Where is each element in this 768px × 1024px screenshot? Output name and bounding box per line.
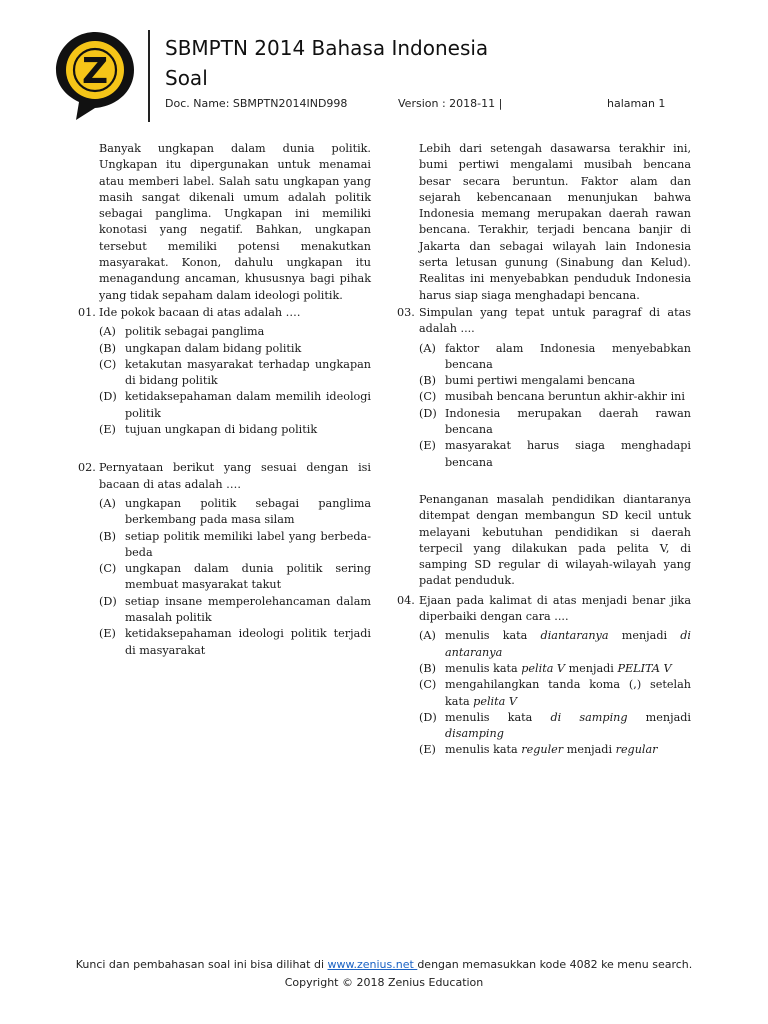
option-d[interactable]: [419, 710, 691, 743]
option-text: [445, 742, 691, 758]
doc-version: Version : 2018-11 |: [398, 97, 503, 110]
option-label: (B): [419, 374, 436, 388]
option-text-italic: pelita V: [473, 694, 517, 708]
copyright: Copyright © 2018 Zenius Education: [284, 976, 484, 989]
option-text: Indonesia merupakan daerah rawan bencana: [445, 406, 691, 437]
option-text: masyarakat harus siaga menghadapi bencana: [445, 439, 691, 469]
option-text: musibah bencana beruntun akhir-akhir ini: [445, 390, 685, 404]
option-e[interactable]: [419, 438, 691, 471]
footer-text-post: dengan memasukkan kode 4082 ke menu search.: [417, 958, 693, 971]
option-a[interactable]: [99, 496, 371, 529]
option-text: [445, 661, 691, 677]
option-b[interactable]: [99, 529, 371, 562]
option-a[interactable]: [419, 628, 691, 661]
question-03-options: [419, 341, 691, 471]
option-label: (D): [419, 406, 437, 420]
right-column: [397, 141, 691, 759]
question-number: 04.: [397, 593, 415, 607]
passage-2: Lebih dari setengah dasawarsa terakhir ini, bumi pertiwi mengalami musibah bencana besar secara beruntun. Faktor alam dan sejarah kebencanaan menunjukan bahwa Indonesia memang merupakan daerah rawan bencana. Terakhir, terjadi bencana banjir di Jakarta dan sebagai wilayah lain Indonesia serta letusan gunung (Sinabung dan Kelud). Realitas ini menyebabkan penduduk Indonesia harus siap siaga menghadapi bencana.: [419, 142, 691, 302]
question-02: [78, 460, 371, 493]
option-text: ungkapan politik sebagai panglima berkembang pada masa silam: [125, 496, 371, 527]
page-title: [165, 33, 595, 93]
option-label: (B): [99, 529, 116, 543]
option-d[interactable]: [99, 389, 371, 422]
option-text-italic: di antaranya: [445, 629, 691, 659]
option-text: ungkapan dalam dunia politik sering membuat masyarakat takut: [125, 562, 371, 592]
option-text-plain: menjadi: [565, 661, 618, 675]
option-a[interactable]: [99, 324, 371, 340]
zenius-logo: [54, 30, 136, 122]
question-number: 02.: [78, 461, 96, 475]
option-text: [445, 677, 691, 710]
option-d[interactable]: [419, 406, 691, 439]
option-a[interactable]: [419, 341, 691, 374]
option-c[interactable]: [99, 357, 371, 390]
header-divider: [148, 30, 150, 122]
option-label: (E): [99, 627, 116, 641]
option-label: (A): [419, 629, 436, 643]
question-04-options: [419, 628, 691, 758]
question-number: 01.: [78, 305, 96, 319]
zenius-link[interactable]: www.zenius.net: [327, 958, 418, 971]
option-c[interactable]: [419, 677, 691, 710]
option-text-plain: menulis kata: [445, 743, 522, 757]
title-line-2: Soal: [165, 66, 208, 90]
option-label: (D): [99, 594, 117, 608]
spacer: [78, 438, 371, 459]
option-text: ungkapan dalam bidang politik: [125, 341, 302, 355]
option-text: politik sebagai panglima: [125, 325, 265, 339]
option-text: tujuan ungkapan di bidang politik: [125, 423, 318, 437]
option-b[interactable]: [419, 661, 691, 677]
question-text: Simpulan yang tepat untuk paragraf di atas adalah ....: [419, 305, 691, 336]
option-text: [445, 628, 691, 661]
option-text-plain: menjadi: [608, 629, 681, 643]
logo-letter: Z: [81, 51, 109, 92]
option-text-plain: mengahilangkan tanda koma (,) setelah kata: [445, 678, 691, 708]
option-text: [445, 710, 691, 743]
option-label: (C): [99, 357, 117, 371]
option-text-italic: PELITA V: [617, 661, 672, 675]
option-text: ketidaksepahaman ideologi politik terjadi di masyarakat: [125, 627, 371, 657]
option-text-plain: menjadi: [563, 743, 616, 757]
option-text-plain: menulis kata: [445, 629, 541, 643]
option-text-italic: pelita V: [521, 661, 566, 675]
option-text-italic: diantaranya: [540, 629, 609, 643]
option-label: (E): [99, 423, 116, 437]
passage-1: Banyak ungkapan dalam dunia politik. Ungkapan itu dipergunakan untuk menamai atau memberi label. Salah satu ungkapan yang masih sangat dikenali umum adalah politik sebagai panglima. Ungkapan ini memiliki konotasi yang negatif. Bahkan, ungkapan tersebut memiliki potensi menakutkan masyarakat. Konon, dahulu ungkapan itu menagandung ancaman, khususnya bagi pihak yang tidak sepaham dalam ideologi politik.: [99, 142, 371, 302]
option-c[interactable]: [99, 561, 371, 594]
question-text: Pernyataan berikut yang sesuai dengan isi bacaan di atas adalah ….: [99, 461, 371, 491]
question-03: [397, 305, 691, 338]
option-label: (D): [99, 390, 117, 404]
question-01-options: [99, 324, 371, 438]
option-text: ketidaksepahaman dalam memilih ideologi politik: [125, 390, 371, 420]
option-label: (E): [419, 743, 436, 757]
footer-text-pre: Kunci dan pembahasan soal ini bisa dilihat di: [75, 958, 328, 971]
title-line-1: SBMPTN 2014 Bahasa Indonesia: [165, 36, 489, 60]
question-02-options: [99, 496, 371, 659]
option-label: (A): [99, 496, 116, 510]
question-04: [397, 593, 691, 626]
option-text-italic: regular: [615, 743, 658, 757]
option-text-italic: reguler: [521, 743, 564, 757]
left-column: [78, 141, 371, 659]
option-c[interactable]: [419, 389, 691, 405]
option-label: (C): [419, 678, 437, 692]
option-label: (E): [419, 439, 436, 453]
option-e[interactable]: [99, 422, 371, 438]
option-b[interactable]: [419, 373, 691, 389]
question-01: [78, 305, 371, 321]
option-text: setiap insane memperolehancaman dalam masalah politik: [125, 594, 371, 625]
doc-name: Doc. Name: SBMPTN2014IND998: [165, 97, 348, 110]
option-text-plain: menjadi: [627, 710, 691, 724]
spacer: [397, 471, 691, 492]
option-text: ketakutan masyarakat terhadap ungkapan di bidang politik: [125, 357, 371, 388]
passage-3: Penanganan masalah pendidikan diantaranya ditempat dengan membangun SD kecil untuk melayani kebutuhan pendidikan si daerah terpecil yang dilakukan pada pelita V, di samping SD regular di wilayah-wilayah yang padat penduduk.: [419, 492, 691, 588]
question-text: Ejaan pada kalimat di atas menjadi benar jika diperbaiki dengan cara ....: [419, 593, 691, 624]
page-number: halaman 1: [607, 97, 666, 110]
option-label: (A): [419, 341, 436, 355]
option-text: setiap politik memiliki label yang berbeda-beda: [125, 529, 371, 559]
option-label: (B): [99, 341, 116, 355]
option-label: (A): [99, 325, 116, 339]
option-text-italic: di samping: [550, 710, 628, 724]
option-e[interactable]: [419, 742, 691, 758]
question-number: 03.: [397, 305, 415, 319]
question-text: Ide pokok bacaan di atas adalah ….: [99, 305, 301, 319]
option-label: (B): [419, 661, 436, 675]
option-label: (D): [419, 710, 437, 724]
option-d[interactable]: [99, 594, 371, 627]
option-label: (C): [419, 390, 437, 404]
option-text-plain: menulis kata: [445, 661, 522, 675]
option-e[interactable]: [99, 626, 371, 659]
option-text: bumi pertiwi mengalami bencana: [445, 374, 636, 388]
option-text-italic: disamping: [445, 727, 504, 741]
option-b[interactable]: [99, 341, 371, 357]
option-text: faktor alam Indonesia menyebabkan bencana: [445, 341, 691, 371]
option-label: (C): [99, 562, 117, 576]
footer-note: [0, 958, 768, 971]
option-text-plain: menulis kata: [445, 710, 551, 724]
